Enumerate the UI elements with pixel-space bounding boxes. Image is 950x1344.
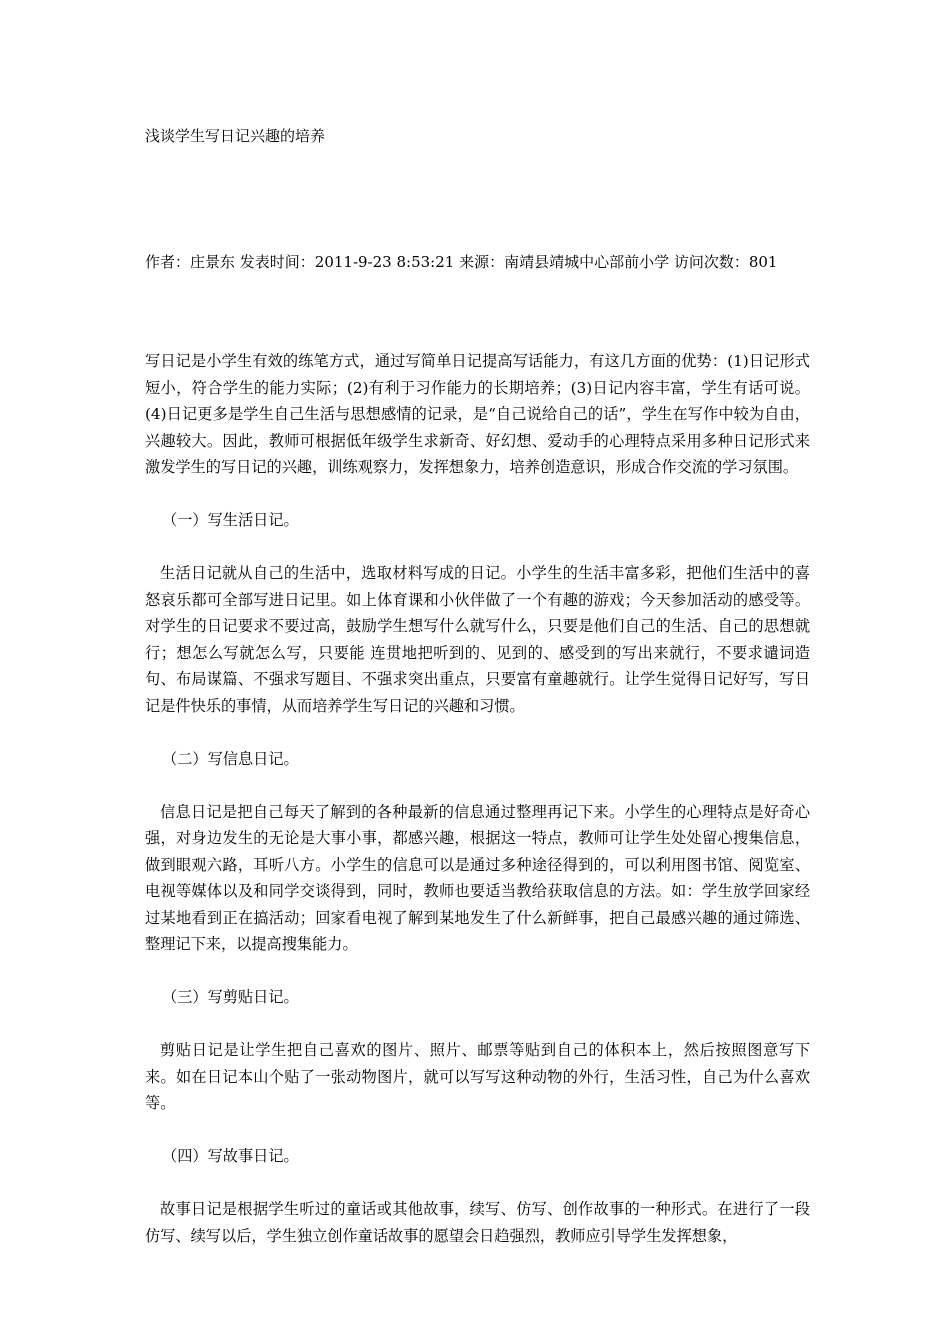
section-heading-clipping-diary: （三）写剪贴日记。 [162,988,299,1006]
paragraph-gap [145,958,810,985]
section-paragraph-story-diary: 故事日记是根据学生听过的童话或其他故事，续写、仿写、创作故事的一种形式。在进行了一段仿写、续写以后，学生独立创作童话故事的愿望会日趋强烈，教师应引导学生发挥想象， [145,1200,810,1245]
section-paragraph-info-diary: 信息日记是把自己每天了解到的各种最新的信息通过整理再记下来。小学生的心理特点是好奇心强，对身边发生的无论是大事小事，都感兴趣，根据这一特点，教师可让学生处处留心搜集信息，做到眼观六路，耳听八方。小学生的信息可以是通过多种途径得到的，可以利用图书馆、阅览室、电视等媒体以及和同学交谈得到，同时，教师也要适当教给获取信息的方法。如：学生放学回家经过某地看到正在搞活动；回家看电视了解到某地发生了什么新鲜事，把自己最感兴趣的通过筛选、整理记下来，以提高搜集能力。 [145,802,810,953]
section-heading-info-diary: （二）写信息日记。 [162,749,299,768]
document-body [145,348,810,1249]
intro-paragraph: 写日记是小学生有效的练笔方式，通过写简单日记提高写话能力，有这几方面的优势：(1)日记形式短小，符合学生的能力实际；(2)有利于习作能力的长期培养；(3)日记内容丰富，学生有话可说。(4)日记更多是学生自己生活与思想感情的记录，是“自己说给自己的话”，学生在写作中较为自由，兴趣较大。因此，教师可根据低年级学生求新奇、好幻想、爱动手的心理特点采用多种日记形式来激发学生的写日记的兴趣，训练观察力，发挥想象力，培养创造意识，形成合作交流的学习氛围。 [145,352,810,476]
section-heading-life-diary: （一）写生活日记。 [162,511,299,529]
paragraph-gap [145,481,810,508]
paragraph-gap [145,719,810,746]
paragraph-gap [145,1117,810,1144]
document-meta: 作者：庄景东 发表时间：2011-9-23 8:53:21 来源：南靖县靖城中心部前小学 访问次数：801 [145,253,778,271]
section-heading-story-diary: （四）写故事日记。 [162,1147,299,1165]
section-paragraph-life-diary: 生活日记就从自己的生活中，选取材料写成的日记。小学生的生活丰富多彩，把他们生活中的喜怒哀乐都可全部写进日记里。如上体育课和小伙伴做了一个有趣的游戏；今天参加活动的感受等。对学生的日记要求不要过高，鼓励学生想写什么就写什么，只要是他们自己的生活、自己的思想就行；想怎么写就怎么写，只要能 连贯地把听到的、见到的、感受到的写出来就行，不要求谴词造句、布局谋篇、不强求写题目、不强求突出重点，只要富有童趣就行。让学生觉得日记好写，写日记是件快乐的事情，从而培养学生写日记的兴趣和习惯。 [145,564,810,715]
document-title: 浅谈学生写日记兴趣的培养 [145,127,326,145]
paragraph-gap [145,534,810,561]
section-paragraph-clipping-diary: 剪贴日记是让学生把自己喜欢的图片、照片、邮票等贴到自己的体积本上，然后按照图意写下来。如在日记本山个贴了一张动物图片，就可以写写这种动物的外行，生活习性，自己为什么喜欢等。 [145,1041,810,1112]
paragraph-gap [145,1170,810,1197]
paragraph-gap [145,1011,810,1038]
paragraph-gap [145,772,810,799]
